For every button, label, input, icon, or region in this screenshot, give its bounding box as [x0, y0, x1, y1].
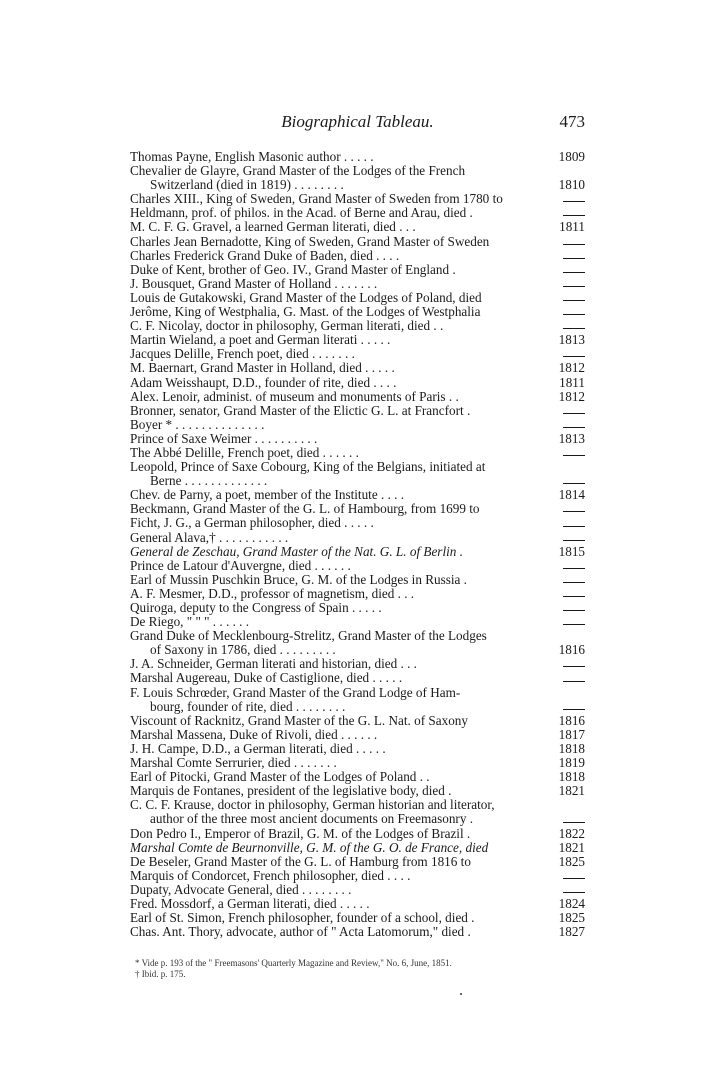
entry-text: Grand Duke of Mecklenbourg-Strelitz, Grand Master of the Lodges [130, 629, 487, 644]
tableau-entry [130, 615, 545, 629]
entry-text: Ficht, J. G., a German philosopher, died . . . . . [130, 516, 374, 531]
tableau-entry [130, 164, 585, 193]
entry-text: Bronner, senator, Grand Master of the Elictic G. L. at Francfort . [130, 403, 471, 418]
entry-text: Switzerland (died in 1819) . . . . . . . . [150, 178, 344, 193]
tableau-entry [130, 206, 545, 220]
entry-text: A. F. Mesmer, D.D., professor of magnetism, died . . . [130, 586, 415, 601]
tableau-entry [130, 769, 585, 785]
tableau-entry [130, 487, 585, 503]
entry-text: Earl of Mussin Puschkin Bruce, G. M. of the Lodges in Russia . [130, 572, 467, 587]
tableau-entry [130, 347, 545, 361]
entry-text: M. Baernart, Grand Master in Holland, died . . . . . [130, 361, 395, 376]
entry-year: 1821 [558, 783, 585, 799]
tableau-entry [130, 671, 545, 685]
entry-year: 1814 [558, 487, 585, 503]
tableau-entry [130, 559, 545, 573]
entry-year: 1816 [558, 642, 585, 658]
entry-year: 1811 [559, 219, 585, 235]
entry-text: Marquis of Condorcet, French philosopher, died . . . . [130, 868, 411, 883]
entry-text: Jacques Delille, French poet, died . . . . . . . [130, 347, 355, 362]
entry-text: Charles Jean Bernadotte, King of Sweden, Grand Master of Sweden [130, 234, 490, 249]
tableau-entry [130, 910, 585, 926]
entry-year: 1816 [558, 712, 585, 728]
entry-year: 1827 [558, 924, 585, 940]
ditto-dash [563, 511, 585, 512]
tableau-entry [130, 740, 585, 756]
tableau-entry [130, 516, 545, 530]
entry-year: 1812 [558, 388, 585, 404]
entry-text: Fred. Mossdorf, a German literati, died . . . . . [130, 896, 370, 911]
tableau-entry [130, 869, 545, 883]
page-number: 473 [559, 112, 585, 131]
tableau-entry [130, 573, 545, 587]
entry-text: Martin Wieland, a poet and German literati . . . . . [130, 333, 391, 348]
entry-year: 1825 [558, 910, 585, 926]
tableau-entry [130, 825, 585, 841]
tableau-entry [130, 263, 545, 277]
running-title: Biographical Tableau. [281, 112, 434, 131]
entry-text: Charles XIII., King of Sweden, Grand Master of Sweden from 1780 to [130, 192, 503, 207]
entry-year: 1811 [559, 374, 585, 390]
entry-text: Viscount of Racknitz, Grand Master of the G. L. Nat. of Saxony [130, 713, 468, 728]
entry-text: General Alava,† . . . . . . . . . . . [130, 530, 289, 545]
tableau-entry [130, 798, 545, 826]
tableau-entry [130, 277, 545, 291]
ditto-dash [563, 822, 585, 823]
entry-text: Don Pedro I., Emperor of Brazil, G. M. of the Lodges of Brazil . [130, 826, 471, 841]
tableau-entry [130, 430, 585, 446]
entry-text: Jerôme, King of Westphalia, G. Mast. of the Lodges of Westphalia [130, 305, 481, 320]
entry-text: C. F. Nicolay, doctor in philosophy, German literati, died . . [130, 319, 444, 334]
entry-text: Dupaty, Advocate General, died . . . . . . . . [130, 882, 352, 897]
ditto-dash [563, 272, 585, 273]
entry-text: Beckmann, Grand Master of the G. L. of Hambourg, from 1699 to [130, 502, 480, 517]
entry-text: J. Bousquet, Grand Master of Holland . . . . . . . [130, 276, 378, 291]
tableau-entry [130, 502, 545, 516]
tableau-entry [130, 418, 545, 432]
entry-text: Marquis de Fontanes, president of the legislative body, died . [130, 784, 452, 799]
entry-year: 1812 [558, 360, 585, 376]
entry-text: Marshal Augereau, Duke of Castiglione, died . . . . . [130, 671, 403, 686]
entry-text: Adam Weisshaupt, D.D., founder of rite, died . . . . [130, 375, 397, 390]
ditto-dash [563, 568, 585, 569]
entry-text: Quiroga, deputy to the Congress of Spain . . . . . [130, 601, 382, 615]
entry-text: J. H. Campe, D.D., a German literati, died . . . . . [130, 741, 386, 756]
tableau-entry [130, 149, 585, 164]
tableau-entry [130, 305, 545, 319]
tableau-entry [130, 839, 585, 855]
ditto-dash [563, 666, 585, 667]
entry-year: 1825 [558, 853, 585, 869]
tableau-entry [130, 712, 585, 728]
ditto-dash [563, 328, 585, 329]
entry-text: Duke of Kent, brother of Geo. IV., Grand Master of England . [130, 262, 456, 277]
tableau-entry [130, 332, 585, 348]
ditto-dash [563, 258, 585, 259]
entry-text: C. C. F. Krause, doctor in philosophy, German historian and literator, [130, 798, 495, 813]
footnote: * Vide p. 193 of the " Freemasons' Quarterly Magazine and Review," No. 6, June, 1851. [135, 958, 452, 968]
tableau-entry [130, 291, 545, 305]
entry-text: bourg, founder of rite, died . . . . . . . . [150, 699, 346, 714]
ditto-dash [563, 540, 585, 541]
entry-year: 1818 [558, 769, 585, 785]
tableau-entry [130, 686, 545, 714]
entry-text: Charles Frederick Grand Duke of Baden, died . . . . [130, 248, 400, 263]
tableau-entry [130, 883, 545, 897]
footnote: † Ibid. p. 175. [135, 969, 186, 979]
ditto-dash [563, 314, 585, 315]
tableau-entry [130, 601, 545, 615]
print-mark [460, 993, 462, 995]
tableau-entry [130, 235, 545, 249]
entry-year: 1819 [558, 755, 585, 771]
entry-year: 1809 [558, 149, 585, 164]
tableau-entry [130, 446, 545, 460]
tableau-entry [130, 755, 585, 771]
ditto-dash [563, 201, 585, 202]
entry-year: 1815 [558, 543, 585, 559]
tableau-entry [130, 543, 585, 559]
tableau-entry [130, 388, 585, 404]
entry-text: Marshal Comte Serrurier, died . . . . . . . [130, 756, 337, 771]
entry-text: The Abbé Delille, French poet, died . . . . . . [130, 445, 359, 460]
entry-text: Boyer * . . . . . . . . . . . . . . [130, 417, 265, 432]
entry-year: 1813 [558, 332, 585, 348]
ditto-dash [563, 356, 585, 357]
entry-text: Chev. de Parny, a poet, member of the Institute . . . . [130, 488, 405, 503]
ditto-dash [563, 413, 585, 414]
tableau-entry [130, 657, 545, 671]
tableau-entry [130, 726, 585, 742]
entry-text: Chevalier de Glayre, Grand Master of the Lodges of the French [130, 164, 466, 179]
entry-text: De Riego, " " " . . . . . . [130, 615, 250, 630]
ditto-dash [563, 582, 585, 583]
ditto-dash [563, 709, 585, 710]
tableau-entry [130, 629, 585, 658]
ditto-dash [563, 596, 585, 597]
ditto-dash [563, 526, 585, 527]
ditto-dash [563, 455, 585, 456]
tableau-entry [130, 895, 585, 911]
tableau-entry [130, 783, 585, 799]
entry-text: J. A. Schneider, German literati and historian, died . . . [130, 657, 417, 672]
tableau-entry [130, 853, 585, 869]
entry-text: De Beseler, Grand Master of the G. L. of Hamburg from 1816 to [130, 854, 471, 869]
running-header [130, 112, 585, 136]
ditto-dash [563, 286, 585, 287]
ditto-dash [563, 215, 585, 216]
entry-text: Berne . . . . . . . . . . . . . [150, 474, 268, 489]
entry-year: 1818 [558, 740, 585, 756]
entry-text: Chas. Ant. Thory, advocate, author of " Acta Latomorum," died . [130, 925, 471, 940]
entry-year: 1821 [558, 839, 585, 855]
entry-text: Marshal Comte de Beurnonville, G. M. of the G. O. de France, died [130, 840, 489, 855]
entry-year: 1822 [558, 825, 585, 841]
entry-text: Prince of Saxe Weimer . . . . . . . . . . [130, 431, 318, 446]
ditto-dash [563, 681, 585, 682]
ditto-dash [563, 427, 585, 428]
entry-text: Earl of St. Simon, French philosopher, founder of a school, died . [130, 911, 475, 926]
tableau-entry [130, 319, 545, 333]
ditto-dash [563, 610, 585, 611]
entry-text: Heldmann, prof. of philos. in the Acad. of Berne and Arau, died . [130, 206, 473, 221]
ditto-dash [563, 892, 585, 893]
entry-year: 1824 [558, 895, 585, 911]
tableau-entries [130, 149, 585, 940]
entry-text: Thomas Payne, English Masonic author . . . . . [130, 150, 374, 164]
entry-text: Louis de Gutakowski, Grand Master of the Lodges of Poland, died [130, 290, 482, 305]
ditto-dash [563, 624, 585, 625]
tableau-entry [130, 404, 545, 418]
entry-text: of Saxony in 1786, died . . . . . . . . . [150, 643, 336, 658]
entry-year: 1810 [558, 177, 585, 193]
entry-text: Earl of Pitocki, Grand Master of the Lodges of Poland . . [130, 770, 430, 785]
tableau-entry [130, 460, 545, 488]
tableau-entry [130, 374, 585, 390]
tableau-entry [130, 219, 585, 235]
entry-text: M. C. F. G. Gravel, a learned German literati, died . . . [130, 220, 416, 235]
tableau-entry [130, 587, 545, 601]
entry-text: Alex. Lenoir, administ. of museum and monuments of Paris . . [130, 389, 459, 404]
tableau-entry [130, 192, 545, 206]
entry-text: author of the three most ancient documents on Freemasonry . [150, 812, 474, 827]
entry-text: General de Zeschau, Grand Master of the Nat. G. L. of Berlin . [130, 544, 463, 559]
entry-year: 1817 [558, 726, 585, 742]
ditto-dash [563, 483, 585, 484]
tableau-entry [130, 360, 585, 376]
entry-year: 1813 [558, 430, 585, 446]
entry-text: Marshal Massena, Duke of Rivoli, died . . . . . . [130, 727, 378, 742]
entry-text: Leopold, Prince of Saxe Cobourg, King of the Belgians, initiated at [130, 460, 486, 475]
tableau-entry [130, 531, 545, 545]
tableau-entry [130, 924, 585, 940]
ditto-dash [563, 878, 585, 879]
ditto-dash [563, 300, 585, 301]
ditto-dash [563, 244, 585, 245]
tableau-entry [130, 249, 545, 263]
footnotes [135, 958, 555, 980]
entry-text: Prince de Latour d'Auvergne, died . . . . . . [130, 558, 351, 573]
entry-text: F. Louis Schrœder, Grand Master of the Grand Lodge of Ham- [130, 685, 461, 700]
